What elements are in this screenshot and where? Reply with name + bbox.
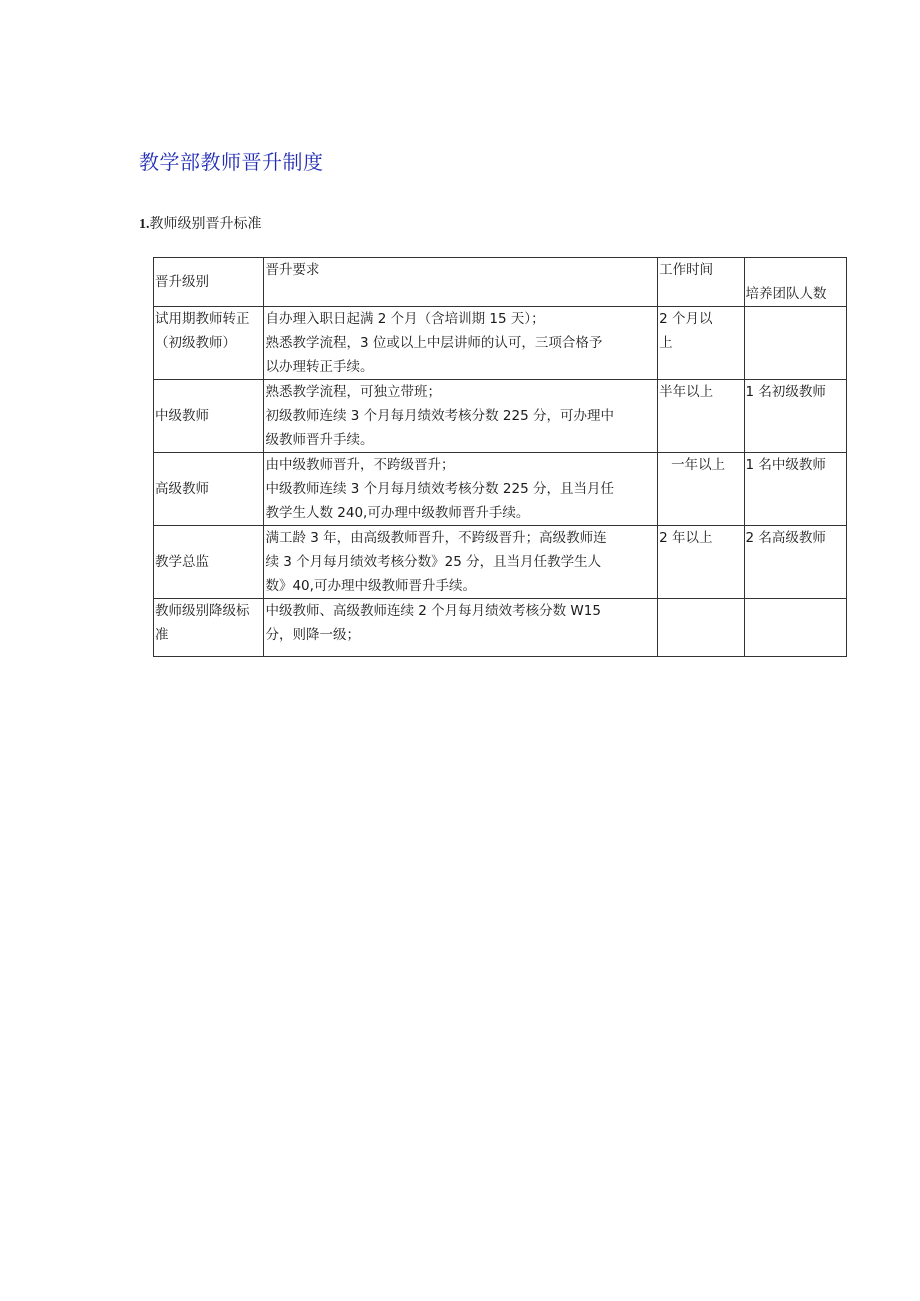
- header-team: 培养团队人数: [744, 258, 846, 307]
- cell-team: 2 名高级教师: [744, 526, 846, 599]
- cell-level: 教师级别降级标 准: [154, 599, 264, 657]
- cell-level: 试用期教师转正 （初级教师）: [154, 307, 264, 380]
- section-heading: [139, 213, 262, 233]
- cell-level: 高级教师: [154, 453, 264, 526]
- header-level: 晋升级别: [154, 258, 264, 307]
- table-row: [154, 307, 847, 380]
- header-requirement: 晋升要求: [264, 258, 658, 307]
- cell-requirement: 熟悉教学流程，可独立带班； 初级教师连续 3 个月每月绩效考核分数 225 分，可办理中 级教师晋升手续。: [264, 380, 658, 453]
- cell-level: 中级教师: [154, 380, 264, 453]
- cell-requirement: 自办理入职日起满 2 个月（含培训期 15 天）； 熟悉教学流程，3 位或以上中层讲师的认可，三项合格予 以办理转正手续。: [264, 307, 658, 380]
- document-title: 教学部教师晋升制度: [139, 150, 324, 174]
- cell-team: 1 名中级教师: [744, 453, 846, 526]
- cell-time: 半年以上: [658, 380, 744, 453]
- cell-requirement: 中级教师、高级教师连续 2 个月每月绩效考核分数 W15 分，则降一级；: [264, 599, 658, 657]
- cell-requirement: 由中级教师晋升，不跨级晋升； 中级教师连续 3 个月每月绩效考核分数 225 分，且当月任 教学生人数 240,可办理中级教师晋升手续。: [264, 453, 658, 526]
- cell-time: 2 个月以 上: [658, 307, 744, 380]
- table-header-row: [154, 258, 847, 307]
- cell-time: [658, 599, 744, 657]
- promotion-standards-table: [153, 257, 847, 657]
- cell-requirement: 满工龄 3 年，由高级教师晋升，不跨级晋升；高级教师连 续 3 个月每月绩效考核分数》25 分，且当月任教学生人 数》40,可办理中级教师晋升手续。: [264, 526, 658, 599]
- table-row: [154, 453, 847, 526]
- table-row: [154, 526, 847, 599]
- cell-team: [744, 599, 846, 657]
- cell-team: 1 名初级教师: [744, 380, 846, 453]
- table-row: [154, 380, 847, 453]
- cell-level: 教学总监: [154, 526, 264, 599]
- cell-time: 2 年以上: [658, 526, 744, 599]
- cell-team: [744, 307, 846, 380]
- cell-time: 一年以上: [658, 453, 744, 526]
- header-time: 工作时间: [658, 258, 744, 307]
- table-row: [154, 599, 847, 657]
- section-number: 1.: [139, 217, 150, 232]
- section-title: 教师级别晋升标准: [149, 216, 262, 232]
